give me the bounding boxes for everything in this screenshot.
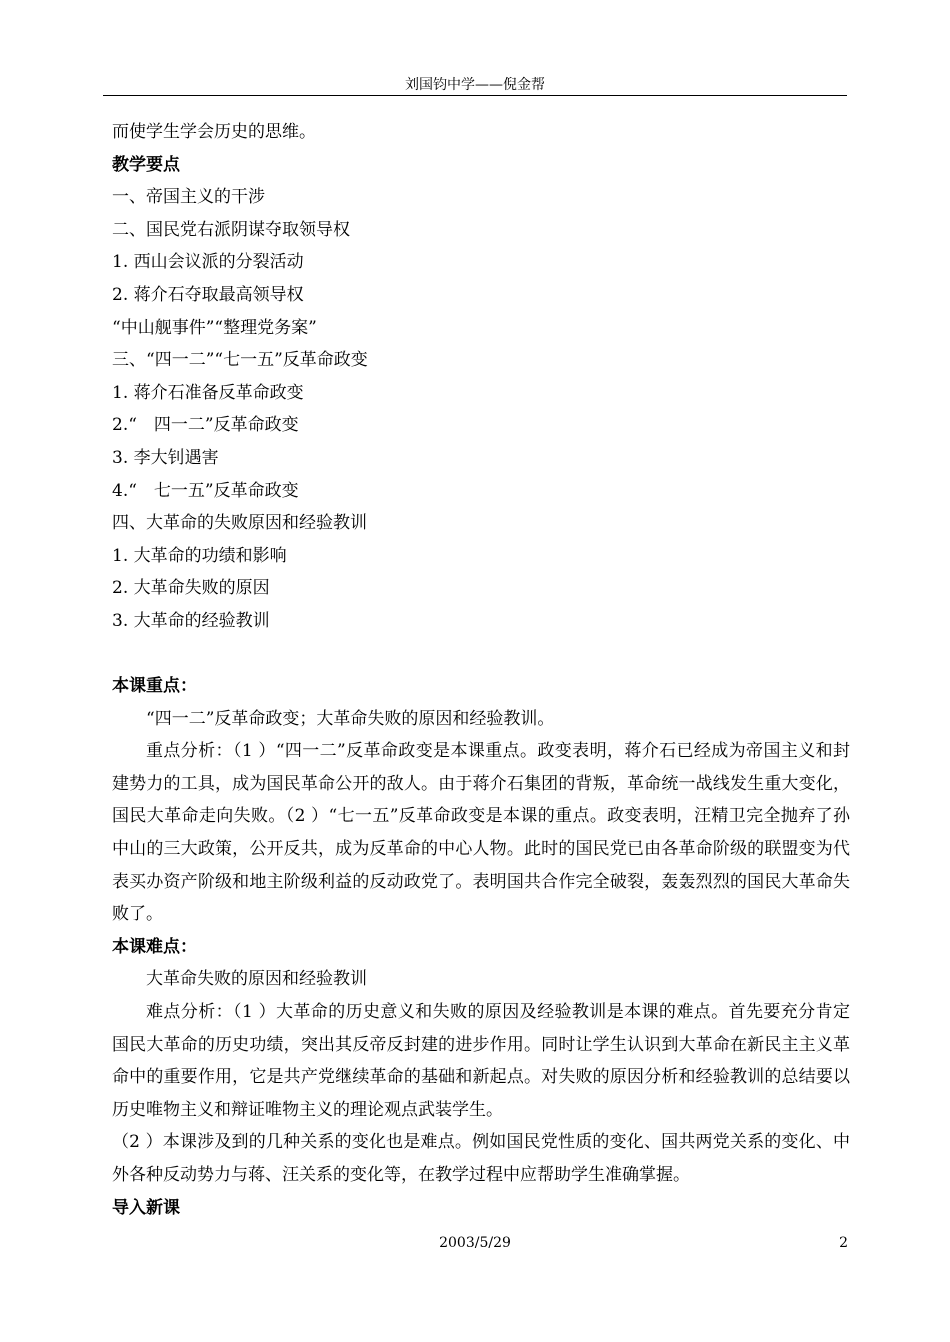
difficulty-summary: 大革命失败的原因和经验教训 <box>146 969 367 990</box>
outline-item: 三、“四一二”“七一五”反革命政变 <box>112 350 368 371</box>
intro-new-lesson-heading: 导入新课 <box>112 1197 180 1218</box>
intro-line: 而使学生学会历史的思维。 <box>112 122 316 142</box>
key-points-heading: 教学要点 <box>112 154 180 175</box>
outline-item: 2. 蒋介石夺取最高领导权 <box>112 284 304 305</box>
spacer <box>112 638 850 671</box>
outline-list <box>112 181 850 637</box>
outline-item: “中山舰事件”“整理党务案” <box>112 317 317 338</box>
page-number: 2 <box>839 1235 848 1251</box>
difficulty-heading: 本课难点： <box>112 936 197 957</box>
focus-analysis: 重点分析：（1 ）“四一二”反革命政变是本课重点。政变表明，蒋介石已经成为帝国主义和封建势力的工具，成为国民革命公开的敌人。由于蒋介石集团的背叛，革命统一战线发生重大变化，国民大革命走向失败。（2 ）“七一五”反革命政变是本课的重点。政变表明，汪精卫完全抛弃了孙中山的三大政策，公开反共，成为反革命的中心人物。此时的国民党已由各革命阶级的联盟变为代表买办资产阶级和地主阶级利益的反动政党了。表明国共合作完全破裂，轰轰烈烈的国民大革命失败了。 <box>112 741 850 925</box>
outline-item: 2.“ 四一二”反革命政变 <box>112 415 299 436</box>
outline-item: 3. 大革命的经验教训 <box>112 610 270 631</box>
outline-item: 2. 大革命失败的原因 <box>112 578 270 599</box>
outline-item: 一、帝国主义的干涉 <box>112 187 265 208</box>
focus-summary: “四一二”反革命政变；大革命失败的原因和经验教训。 <box>146 708 555 729</box>
outline-item: 1. 大革命的功绩和影响 <box>112 545 287 566</box>
outline-item: 四、大革命的失败原因和经验教训 <box>112 513 367 534</box>
difficulty-analysis-1: 难点分析：（1 ）大革命的历史意义和失败的原因及经验教训是本课的难点。首先要充分肯定国民大革命的历史功绩，突出其反帝反封建的进步作用。同时让学生认识到大革命在新民主主义革命中的重要作用，它是共产党继续革命的基础和新起点。对失败的原因分析和经验教训的总结要以历史唯物主义和辩证唯物主义的理论观点武装学生。 <box>112 1002 850 1120</box>
outline-item: 1. 蒋介石准备反革命政变 <box>112 382 304 403</box>
focus-heading: 本课重点： <box>112 676 197 697</box>
outline-item: 3. 李大钊遇害 <box>112 447 219 468</box>
document-body <box>112 116 850 1224</box>
header-divider <box>103 95 847 96</box>
outline-item: 4.“ 七一五”反革命政变 <box>112 480 299 501</box>
outline-item: 二、国民党右派阴谋夺取领导权 <box>112 219 350 240</box>
page-header-title: 刘国钧中学——倪金帮 <box>405 77 545 93</box>
difficulty-analysis-2: （2 ）本课涉及到的几种关系的变化也是难点。例如国民党性质的变化、国共两党关系的变化、中外各种反动势力与蒋、汪关系的变化等，在教学过程中应帮助学生准确掌握。 <box>112 1132 850 1185</box>
footer-date: 2003/5/29 <box>439 1235 511 1251</box>
outline-item: 1. 西山会议派的分裂活动 <box>112 252 304 273</box>
